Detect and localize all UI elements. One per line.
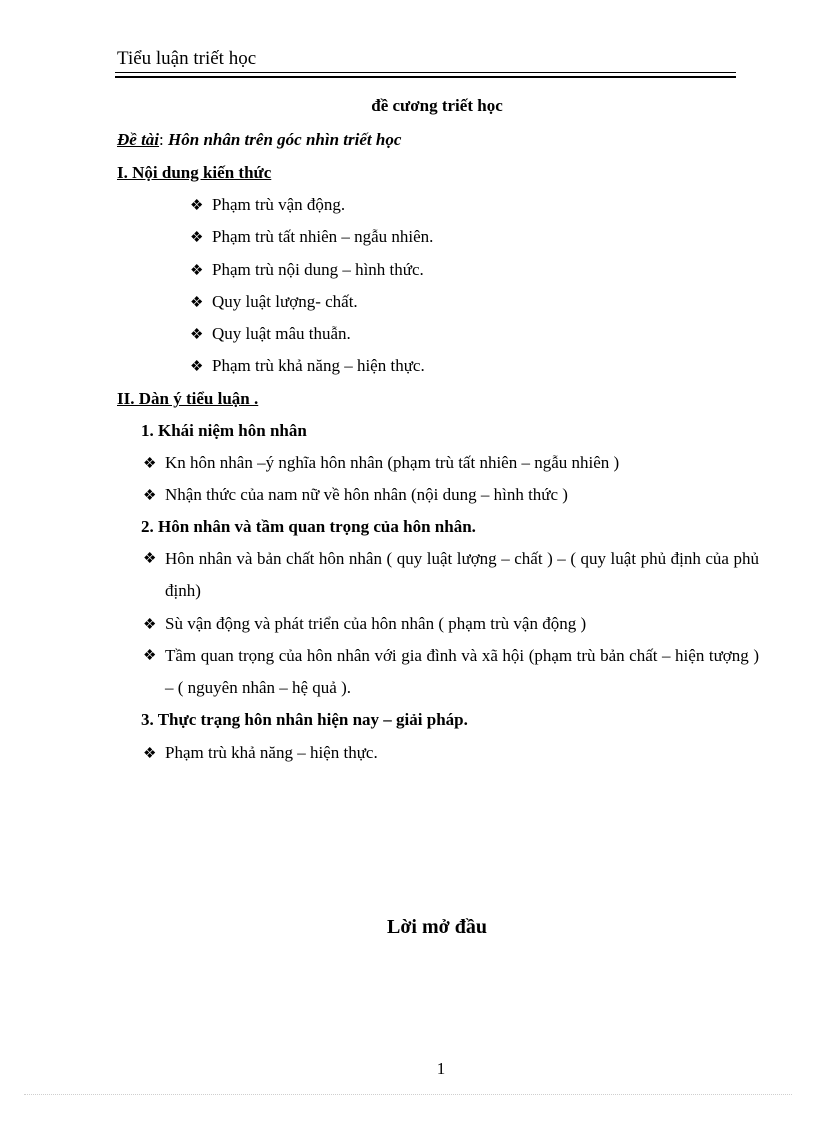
diamond-bullet-icon: ❖	[190, 230, 204, 246]
topic-line	[117, 130, 401, 150]
subsection-1-heading: 1. Khái niệm hôn nhân	[141, 421, 307, 440]
diamond-bullet-icon: ❖	[190, 198, 204, 214]
page-number: 1	[436, 1059, 446, 1078]
diamond-bullet-icon: ❖	[143, 648, 157, 664]
page-bottom-divider	[24, 1094, 792, 1095]
list-item: ❖ Quy luật lượng- chất.	[190, 292, 358, 311]
diamond-bullet-icon: ❖	[190, 359, 204, 375]
header-title: Tiểu luận triết học	[117, 48, 257, 69]
introduction-heading: Lời mở đầu	[387, 916, 487, 938]
topic-label: Đề tài	[117, 130, 160, 149]
diamond-bullet-icon: ❖	[143, 488, 157, 504]
list-item: ❖ Phạm trù tất nhiên – ngẫu nhiên.	[190, 227, 434, 246]
list-item: ❖ Hôn nhân và bản chất hôn nhân ( quy luật lượng – chất ) – ( quy luật phủ định của phủ định)	[143, 543, 759, 607]
diamond-bullet-icon: ❖	[143, 746, 157, 762]
header-rule-thin	[115, 72, 736, 73]
list-item: ❖ Phạm trù khả năng – hiện thực.	[143, 743, 378, 762]
section-2-heading: II. Dàn ý tiểu luận .	[117, 389, 259, 408]
topic-value: Hôn nhân trên góc nhìn triết học	[168, 130, 402, 149]
list-item: ❖ Phạm trù nội dung – hình thức.	[190, 260, 424, 279]
diamond-bullet-icon: ❖	[190, 295, 204, 311]
list-item: ❖ Tầm quan trọng của hôn nhân với gia đình và xã hội (phạm trù bản chất – hiện tượng ) – ( nguyên nhân – hệ quả ).	[143, 640, 759, 704]
header-rule-thick	[115, 76, 736, 78]
topic-separator: :	[159, 130, 164, 149]
list-item: ❖ Sù vận động và phát triển của hôn nhân ( phạm trù vận động )	[143, 614, 587, 633]
list-item: ❖ Quy luật mâu thuẫn.	[190, 324, 351, 343]
list-item: ❖ Kn hôn nhân –ý nghĩa hôn nhân (phạm trù tất nhiên – ngẫu nhiên )	[143, 453, 620, 472]
diamond-bullet-icon: ❖	[190, 263, 204, 279]
list-item: ❖ Phạm trù vận động.	[190, 195, 346, 214]
subsection-2-heading: 2. Hôn nhân và tầm quan trọng của hôn nhân.	[141, 517, 476, 536]
list-item: ❖ Phạm trù khả năng – hiện thực.	[190, 356, 425, 375]
list-item: ❖ Nhận thức của nam nữ về hôn nhân (nội dung – hình thức )	[143, 485, 568, 504]
document-title: đề cương triết học	[371, 96, 503, 115]
diamond-bullet-icon: ❖	[190, 327, 204, 343]
section-1-heading: I. Nội dung kiến thức	[117, 163, 272, 182]
subsection-3-heading: 3. Thực trạng hôn nhân hiện nay – giải pháp.	[141, 710, 468, 729]
diamond-bullet-icon: ❖	[143, 456, 157, 472]
diamond-bullet-icon: ❖	[143, 551, 157, 567]
diamond-bullet-icon: ❖	[143, 617, 157, 633]
